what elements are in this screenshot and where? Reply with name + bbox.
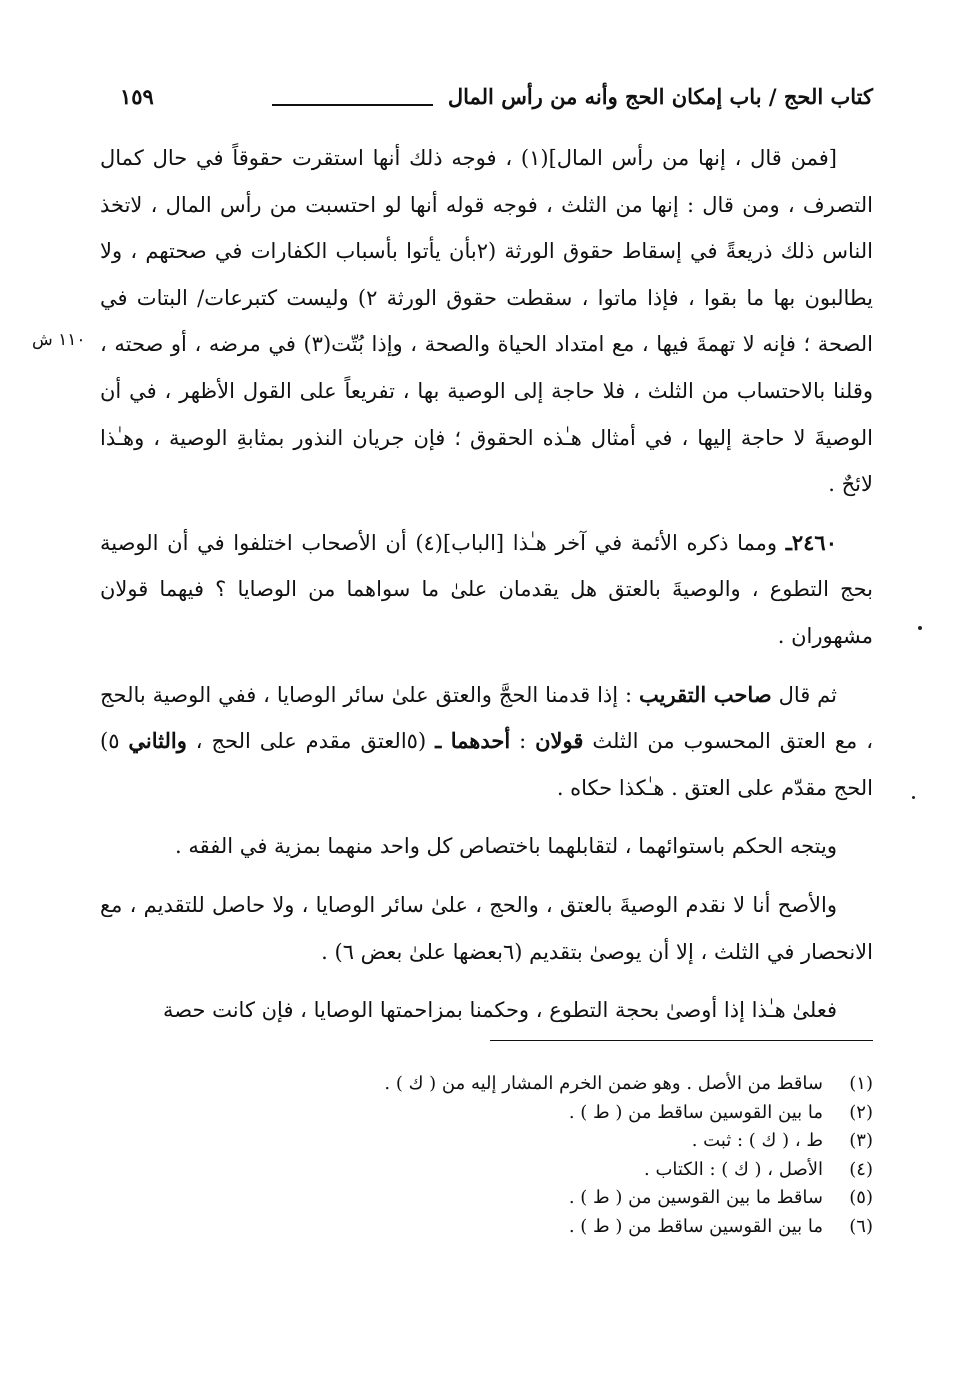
margin-folio-note: ١١٠ ش	[32, 330, 86, 350]
footnote-number: (١)	[849, 1073, 873, 1094]
footnote-4	[300, 1156, 873, 1185]
footnote-6	[300, 1213, 873, 1242]
paragraph-3	[100, 672, 873, 812]
scan-speck	[912, 796, 915, 799]
footnote-text: الأصل ، ( ك ) : الكتاب .	[644, 1158, 823, 1180]
p3-bold: صاحب التقريب	[639, 681, 772, 707]
footnote-number: (٢)	[849, 1101, 873, 1123]
p3-bold: والثاني	[128, 728, 187, 754]
running-header	[100, 84, 873, 120]
section-number: ٢٤٦٠ـ	[785, 529, 837, 555]
footnote-text: ط ، ( ك ) : ثبت .	[691, 1130, 823, 1152]
paragraph-4: ويتجه الحكم باستوائهما ، لتقابلهما باختصاص كل واحد منهما بمزية في الفقه .	[175, 834, 837, 859]
p3-part: ثم قال	[771, 682, 838, 707]
paragraph-5: والأصح أنا لا نقدم الوصيةَ بالعتق ، والحج ، علىٰ سائر الوصايا ، ولا حاصل للتقديم ، مع الانحصار في الثلث ، إلا أن يوصىٰ بتقديم (٦بعضها علىٰ بعض ٦) .	[100, 892, 873, 964]
p3-bold: أحدهما ـ	[435, 728, 511, 754]
header-title: كتاب الحج / باب إمكان الحج وأنه من رأس المال	[447, 84, 873, 109]
footnotes	[300, 1070, 873, 1242]
footnote-2	[300, 1099, 873, 1128]
scan-speck	[918, 626, 922, 630]
page-number: ١٥٩	[120, 84, 154, 109]
p3-part: :	[510, 729, 536, 754]
footnote-text: ما بين القوسين ساقط من ( ط ) .	[568, 1101, 823, 1123]
footnote-number: (٣)	[849, 1130, 873, 1152]
header-rule	[272, 104, 433, 106]
p3-part: ٥) الحج مقدّم على العتق . هـٰكذا حكاه .	[100, 729, 873, 800]
footnote-text: ما بين القوسين ساقط من ( ط ) .	[568, 1215, 823, 1237]
p3-part: : إذا قدمنا الحجَّ والعتق علىٰ سائر الوصايا ، ففي الوصية بالحج ، مع العتق المحسوب من الثلث	[100, 682, 873, 754]
paragraph-1: [فمن قال ، إنها من رأس المال](١) ، فوجه ذلك أنها استقرت حقوقاً في حال كمال التصرف ، ومن قال : إنها من الثلث ، فوجه قوله أنها لو احتسبت من رأس المال ، لاتخذ الناس ذلك ذريعةً في إسقاط حقوق الورثة (٢بأن يأتوا بأسباب الكفارات في صحتهم ، ولا يطالبون بها ما بقوا ، فإذا ماتوا ، سقطت حقوق الورثة ٢) وليست كتبرعات/ البتات في الصحة ؛ فإنه لا تهمةَ فيها ، مع امتداد الحياة والصحة ، وإذا بُتّت(٣) في مرضه ، أو صحته ، وقلنا بالاحتساب من الثلث ، فلا حاجة إلى الوصية بها ، تفريعاً على القول الأظهر ، في أن الوصيةَ لا حاجة إليها ، في أمثال هـٰذه الحقوق ؛ فإن جريان النذور بمثابةِ الوصية ، وهـٰذا لائحٌ .	[100, 146, 874, 497]
main-text	[100, 135, 873, 1034]
footnote-5	[300, 1184, 873, 1213]
paragraph-2	[100, 520, 873, 660]
footnote-number: (٦)	[849, 1215, 873, 1237]
footnote-number: (٥)	[849, 1187, 873, 1209]
p3-bold: قولان	[535, 728, 584, 754]
paragraph-2-text: ومما ذكره الأئمة في آخر هـٰذا [الباب](٤) أن الأصحاب اختلفوا في أن الوصية بحج التطوع ، والوصيةَ بالعتق هل يقدمان علىٰ ما سواهما من الوصايا ؟ فيهما قولان مشهوران .	[100, 530, 873, 648]
footnote-1	[300, 1070, 873, 1099]
p3-part: (٥العتق مقدم على الحج ،	[186, 729, 436, 754]
paragraph-6: فعلىٰ هـٰذا إذا أوصىٰ بحجة التطوع ، وحكمنا بمزاحمتها الوصايا ، فإن كانت حصة	[162, 998, 837, 1023]
footnote-separator	[490, 1040, 873, 1041]
footnote-number: (٤)	[849, 1158, 873, 1180]
footnote-3	[300, 1127, 873, 1156]
footnote-text: ساقط ما بين القوسين من ( ط ) .	[568, 1187, 823, 1209]
footnote-text: ساقط من الأصل . وهو ضمن الخرم المشار إليه من ( ك ) .	[384, 1073, 823, 1094]
